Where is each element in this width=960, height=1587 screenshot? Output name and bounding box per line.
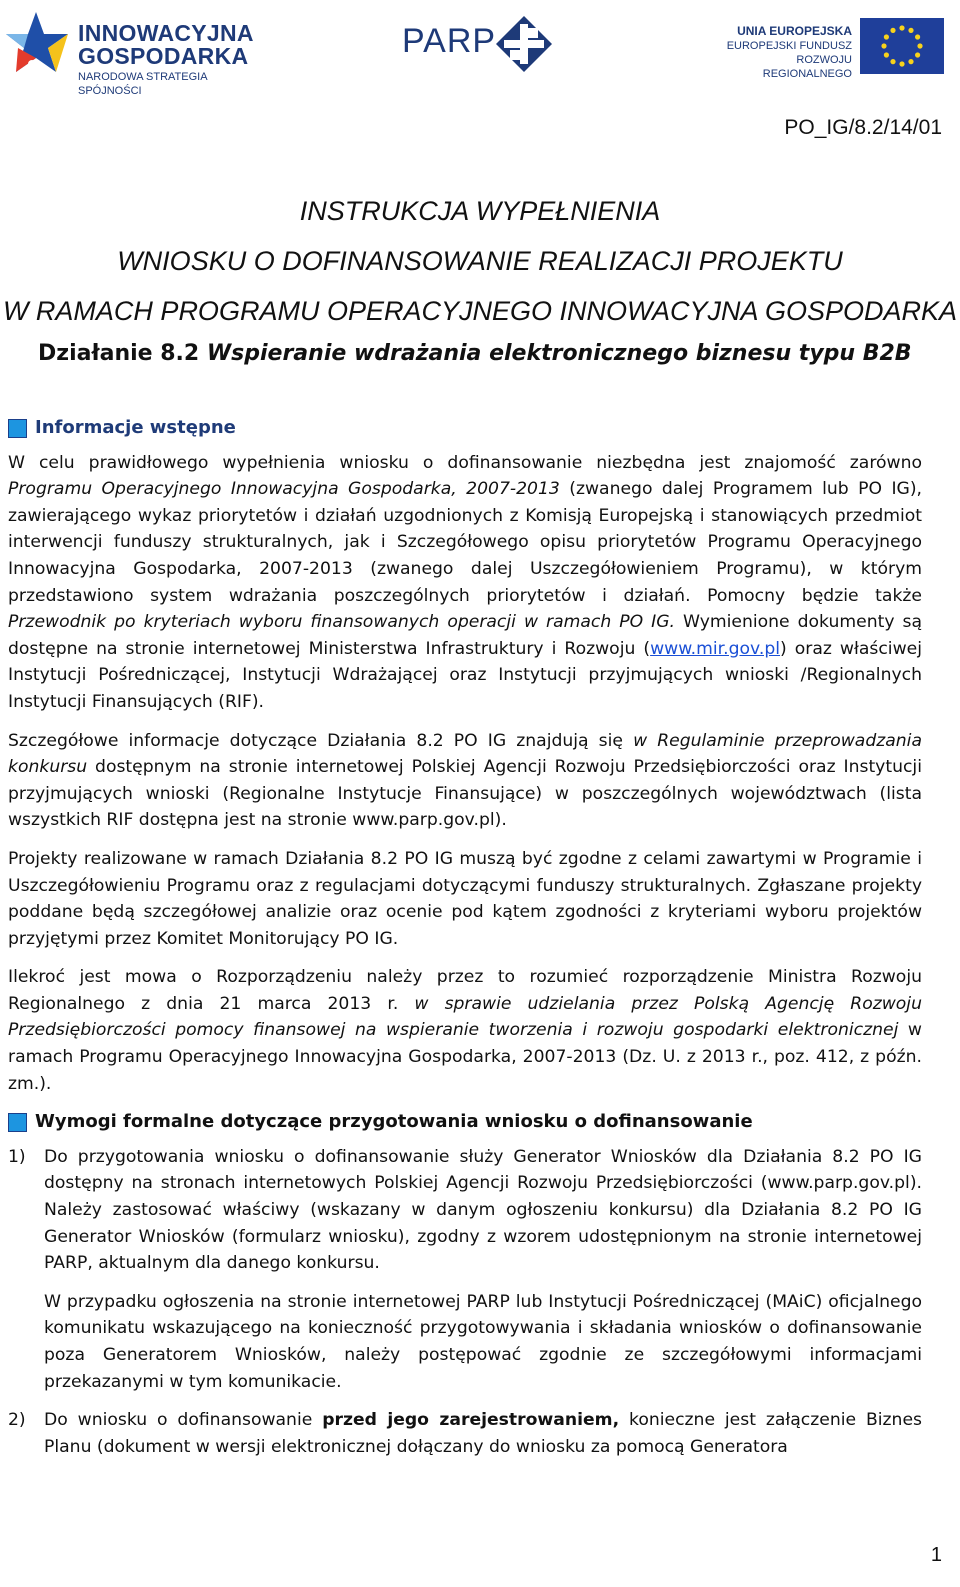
list-number: 1) [8,1146,26,1167]
square-bullet-icon [8,419,27,438]
ig-logo-line3: NARODOWA STRATEGIA SPÓJNOŚCI [78,71,207,97]
subtitle-italic: Wspieranie wdrażania elektronicznego biznesu typu B2B [206,341,912,366]
ig-logo-line2: GOSPODARKA [78,43,249,69]
text-run: Wymienione dokumenty są dostępne na stronie internetowej Ministerstwa Infrastruktury i Rozwoju ( [8,612,922,659]
document-body [8,415,922,1472]
text-run: Do wniosku o dofinansowanie [44,1410,323,1431]
document-code: PO_IG/8.2/14/01 [784,116,942,139]
text-run: W celu prawidłowego wypełnienia wniosku o dofinansowanie niezbędna jest znajomość zarówno [8,452,922,473]
measure-subtitle [38,334,912,374]
eu-logo-line3: ROZWOJU REGIONALNEGO [762,54,852,80]
text-run: konieczne jest załączenie Biznes Planu (dokument w wersji elektronicznej dołączany do wniosku za pomocą Generatora [44,1410,922,1457]
title-line-2: WNIOSKU O DOFINANSOWANIE REALIZACJI PROJEKTU [117,246,843,276]
text-run: Ilekroć jest mowa o Rozporządzeniu należy przez to rozumieć rozporządzenie Ministra Rozwoju Regionalnego z dnia 21 marca 2013 r. [8,967,922,1014]
paragraph-regulation [8,964,922,1097]
eu-logo-text [712,24,852,81]
list-number: 2) [8,1410,26,1431]
text-run: ) oraz właściwej Instytucji Pośredniczącej, Instytucji Wdrażającej oraz Instytucji przyjmujących wnioski /Regionalnych Instytucji Finansujących (RIF). [8,638,922,712]
ig-logo-text [78,22,266,98]
eu-logo-line1: UNIA EUROPEJSKA [737,24,852,38]
list-item-paragraph: W przypadku ogłoszenia na stronie internetowej PARP lub Instytucji Pośredniczącej (MAiC) oficjalnego komunikatu wskazującego na konieczność przygotowywania i składania wniosków o dofinansowanie poza Generatorem Wniosków, należy postępować zgodnie ze szczegółowymi informacjami przekazanymi w tym komunikacie. [44,1291,922,1392]
text-run: dostępnym na stronie internetowej Polskiej Agencji Rozwoju Przedsiębiorczości oraz Instytucji przyjmujących wnioski (Regionalne Instytucje Finansujące) w poszczególnych województwach (lista wszystkich RIF dostępna jest na stronie www.parp.gov.pl). [8,757,922,831]
paragraph-details [8,728,922,834]
text-run: (zwanego dalej Programem lub PO IG), zawierającego wykaz priorytetów i działań uzgodnionych z Komisją Europejską i stanowiących przedmiot interwencji funduszy strukturalnych, jak i Szczegółowego opisu priorytetów Programu Operacyjnego Innowacyjna Gospodarka, 2007-2013 (zwanego dalej Uszczegółowieniem Programu), w którym przedstawiono system wdrażania poszczególnych priorytetów i działań. Pomocny będzie także [8,479,922,606]
paragraph-intro [8,450,922,716]
parp-cross-icon [494,14,554,74]
italic-run: w sprawie udzielania przez Polską Agencję Rozwoju Przedsiębiorczości pomocy finansowej na wspieranie tworzenia i rozwoju gospodarki elektronicznej [8,993,922,1041]
mir-link[interactable]: www.mir.gov.pl [650,638,781,659]
parp-logo-text: PARP [402,22,497,60]
section-heading-text: Wymogi formalne dotyczące przygotowania wniosku o dofinansowanie [35,1111,753,1133]
eu-flag-icon [860,18,944,74]
italic-run: Przewodnik po kryteriach wyboru finansowanych operacji w ramach PO IG. [8,612,675,633]
document-title [0,186,960,336]
page-number: 1 [930,1544,942,1566]
title-line-1: INSTRUKCJA WYPEŁNIENIA [299,196,661,226]
eu-logo-line2: EUROPEJSKI FUNDUSZ [726,40,852,52]
innowacyjna-gospodarka-logo [6,4,266,97]
list-item [8,1144,922,1395]
ig-logo-line1: INNOWACYJNA [78,20,254,46]
ig-star-icon [6,4,70,84]
text-run: w ramach Programu Operacyjnego Innowacyjna Gospodarka, 2007-2013 (Dz. U. z 2013 r., poz. 412, z późn. zm.). [8,1020,922,1094]
text-run: Szczegółowe informacje dotyczące Działania 8.2 PO IG znajdują się [8,730,634,751]
subtitle-prefix: Działanie 8.2 [38,341,207,366]
italic-run: w Regulaminie przeprowadzania konkursu [8,730,922,778]
list-item-paragraph: Do przygotowania wniosku o dofinansowanie służy Generator Wniosków dla Działania 8.2 PO IG dostępny na stronach internetowych Polskiej Agencji Rozwoju Przedsiębiorczości (www.parp.gov.pl). Należy zastosować właściwy (wskazany w danym ogłoszeniu konkursu) dla Działania 8.2 PO IG Generator Wniosków (formularz wniosku), zgodny z wzorem udostępnionym na stronie internetowej PARP, aktualnym dla danego konkursu. [44,1146,922,1274]
paragraph-projects: Projekty realizowane w ramach Działania 8.2 PO IG muszą być zgodne z celami zawartymi w Programie i Uszczegółowieniu Programu oraz z regulacjami dotyczącymi funduszy strukturalnych. Zgłaszane projekty poddane będą szczegółowej analizie oraz ocenie pod kątem zgodności z kryteriami wyboru projektów przyjętymi przez Komitet Monitorujący PO IG. [8,848,922,949]
bold-run: przed jego zarejestrowaniem, [322,1410,620,1431]
italic-run: Programu Operacyjnego Innowacyjna Gospodarka, 2007-2013 [8,479,560,500]
section-heading-text: Informacje wstępne [35,417,236,438]
square-bullet-icon [8,1113,27,1132]
parp-logo [402,14,562,74]
section-heading-requirements [8,1109,922,1136]
title-line-3: W RAMACH PROGRAMU OPERACYJNEGO INNOWACYJNA GOSPODARKA [2,296,958,326]
list-item-paragraph [44,1407,922,1460]
eu-logo [712,18,942,78]
section-heading-intro [8,415,922,442]
list-item [8,1407,922,1460]
